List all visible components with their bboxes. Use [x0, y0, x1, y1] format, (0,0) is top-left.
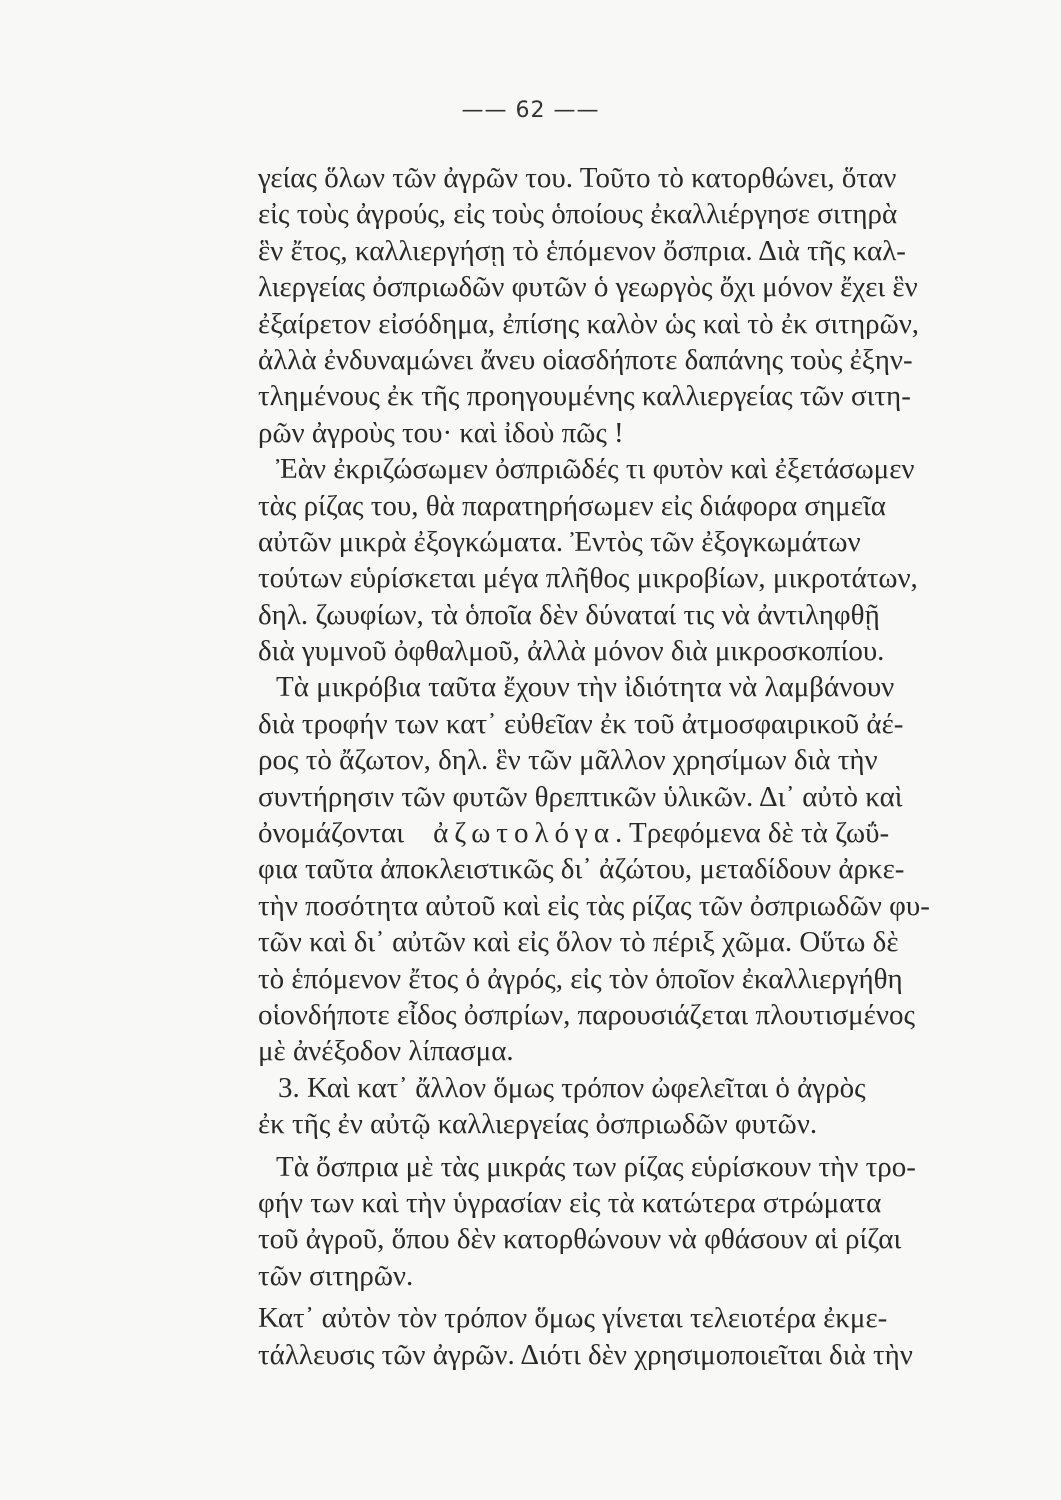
text-line: συντήρησιν τῶν φυτῶν θρεπτικῶν ὑλικῶν. Δι᾽ αὐτὸ καὶ [258, 780, 903, 813]
text-line: τὸ ἑπόμενον ἔτος ὁ ἀγρός, εἰς τὸν ὁποῖον ἐκαλλιεργήθη [258, 962, 903, 995]
text-line: Ἐὰν ἐκριζώσωμεν ὀσπριῶδές τι φυτὸν καὶ ἐξετάσωμεν [276, 453, 915, 486]
text-line: εἰς τοὺς ἀγρούς, εἰς τοὺς ὁποίους ἐκαλλιέργησε σιτηρὰ [258, 198, 898, 231]
page-number: —— 62 —— [461, 98, 600, 123]
text-line: τῶν σιτηρῶν. [258, 1259, 414, 1292]
text-line: μὲ ἀνέξοδον λίπασμα. [258, 1035, 514, 1068]
text-line: τάλλευσις τῶν ἀγρῶν. Διότι δὲν χρησιμοποιεῖται διὰ τὴν [258, 1338, 913, 1371]
text-line: Τὰ μικρόβια ταῦτα ἔχουν τὴν ἰδιότητα νὰ λαμβάνουν [276, 671, 895, 704]
text-line: αὐτῶν μικρὰ ἐξογκώματα. Ἐντὸς τῶν ἐξογκωμάτων [258, 525, 861, 558]
text-line: τὰς ρίζας του, θὰ παρατηρήσωμεν εἰς διάφορα σημεῖα [258, 489, 886, 522]
text-line: 3. Καὶ κατ᾽ ἄλλον ὅμως τρόπον ὠφελεῖται ὁ ἀγρὸς [278, 1071, 866, 1104]
text-line: ρος τὸ ἄζωτον, δηλ. ἓν τῶν μᾶλλον χρησίμων διὰ τὴν [258, 744, 878, 777]
text-line: ἐξαίρετον εἰσόδημα, ἐπίσης καλὸν ὡς καὶ τὸ ἐκ σιτηρῶν, [258, 307, 920, 340]
text-line: φήν των καὶ τὴν ὑγρασίαν εἰς τὰ κατώτερα στρώματα [258, 1186, 882, 1219]
text-line: τλημένους ἐκ τῆς προηγουμένης καλλιεργείας τῶν σιτη- [258, 380, 911, 413]
text-line: δηλ. ζωυφίων, τὰ ὁποῖα δὲν δύναταί τις νὰ ἀντιληφθῇ [258, 598, 880, 631]
body-text [258, 160, 1028, 1373]
text-line: ἀλλὰ ἐνδυναμώνει ἄνευ οἱασδήποτε δαπάνης τοὺς ἐξην- [258, 343, 913, 376]
text-line: διὰ τροφήν των κατ᾽ εὐθεῖαν ἐκ τοῦ ἀτμοσφαιρικοῦ ἀέ- [258, 707, 904, 740]
text-fragment: ὀνομάζονται [258, 817, 405, 850]
text-line [258, 815, 1028, 851]
text-line: τοῦ ἀγροῦ, ὅπου δὲν κατορθώνουν νὰ φθάσουν αἱ ρίζαι [258, 1223, 902, 1256]
text-line: ἐκ τῆς ἐν αὐτῷ καλλιεργείας ὀσπριωδῶν φυτῶν. [258, 1108, 818, 1141]
text-line: λιεργείας ὀσπριωδῶν φυτῶν ὁ γεωργὸς ὄχι μόνον ἔχει ἓν [258, 271, 918, 304]
text-line: διὰ γυμνοῦ ὀφθαλμοῦ, ἀλλὰ μόνον διὰ μικροσκοπίου. [258, 635, 885, 668]
text-line: Τὰ ὄσπρια μὲ τὰς μικράς των ρίζας εὑρίσκουν τὴν τρο- [276, 1150, 916, 1183]
emphasized-term: ἀζωτολόγα [433, 817, 616, 850]
text-line: φια ταῦτα ἀποκλειστικῶς δι᾽ ἀζώτου, μεταδίδουν ἀρκε- [258, 853, 905, 886]
text-line: ρῶν ἀγροὺς του· καὶ ἰδοὺ πῶς ! [258, 416, 624, 449]
text-line: τούτων εὑρίσκεται μέγα πλῆθος μικροβίων, μικροτάτων, [258, 562, 918, 595]
text-line: Κατ᾽ αὐτὸν τὸν τρόπον ὅμως γίνεται τελειοτέρα ἐκμε- [258, 1302, 888, 1335]
text-line: γείας ὅλων τῶν ἀγρῶν του. Τοῦτο τὸ κατορθώνει, ὅταν [258, 162, 897, 194]
text-line: ἓν ἔτος, καλλιεργήσῃ τὸ ἑπόμενον ὄσπρια. Διὰ τῆς καλ- [258, 234, 906, 267]
text-fragment: . Τρεφόμενα δὲ τὰ ζωΰ- [615, 817, 890, 850]
text-line: τῶν καὶ δι᾽ αὐτῶν καὶ εἰς ὅλον τὸ πέριξ χῶμα. Οὕτω δὲ [258, 926, 899, 959]
text-line: τὴν ποσότητα αὐτοῦ καὶ εἰς τὰς ρίζας τῶν ὀσπριωδῶν φυ- [258, 889, 930, 922]
text-line: οἱονδήποτε εἶδος ὀσπρίων, παρουσιάζεται πλουτισμένος [258, 998, 915, 1031]
